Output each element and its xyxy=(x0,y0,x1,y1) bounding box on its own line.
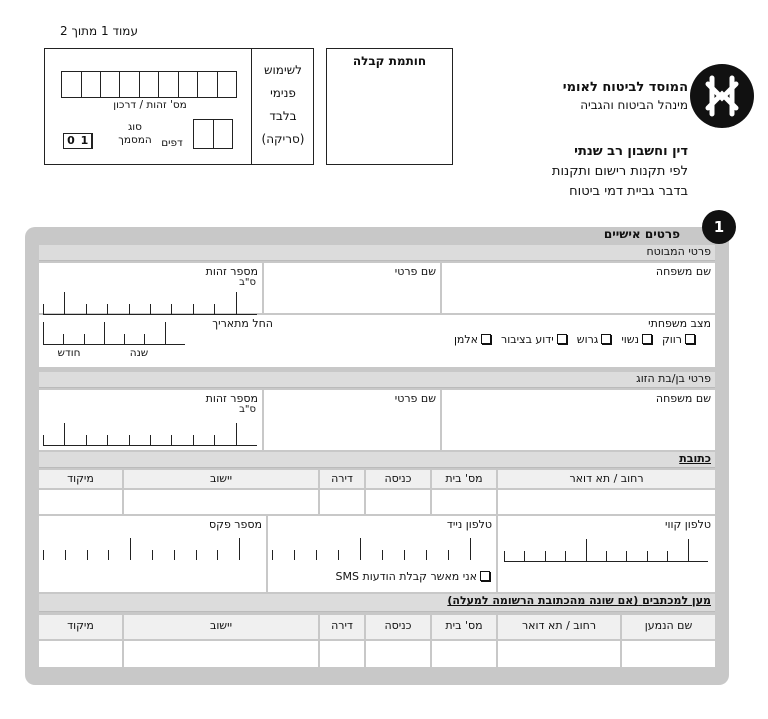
mail-house-input[interactable] xyxy=(432,641,496,667)
marital-divorced[interactable]: גרוש xyxy=(577,333,612,346)
insured-marital-row: מצב משפחתי רווק נשוי גרוש ידוע בציבור אלמן החל מתאריך חודש שנה xyxy=(39,315,715,367)
spouse-last-name-field[interactable]: שם משפחה xyxy=(442,390,715,450)
address-apartment-input[interactable] xyxy=(320,490,364,514)
marital-widowed[interactable]: אלמן xyxy=(454,333,491,346)
from-date-field[interactable] xyxy=(43,321,185,345)
address-strip: כתובת xyxy=(39,452,715,468)
insured-last-name-field[interactable]: שם משפחה xyxy=(442,263,715,313)
sms-consent-checkbox[interactable]: אני מאשר קבלת הודעות SMS xyxy=(336,570,490,583)
marital-common-law[interactable]: ידוע בציבור xyxy=(501,333,567,346)
pages-label: דפים xyxy=(161,137,183,149)
spouse-first-name-field[interactable]: שם פרטי xyxy=(264,390,440,450)
mail-street-input[interactable] xyxy=(498,641,620,667)
internal-use-text: לשימוש פנימי בלבד (סריקה) xyxy=(261,63,305,146)
org-sub: מינהל הביטוח והגביה xyxy=(580,98,688,112)
fax-field[interactable]: מספר פקס xyxy=(39,516,266,592)
org-name-block xyxy=(563,80,688,112)
receipt-stamp-title: חותמת קבלה xyxy=(352,54,427,68)
insured-strip: פרטי המבוטח xyxy=(39,245,715,261)
address-zip-header: מיקוד xyxy=(39,470,122,488)
internal-use-box xyxy=(44,48,314,165)
receipt-stamp-box xyxy=(326,48,453,165)
mail-apartment-header: דירה xyxy=(320,615,364,639)
doc-type-label: סוג המסמך xyxy=(118,121,152,146)
section-number-badge: 1 xyxy=(702,210,736,244)
mail-street-header: רחוב / תא דואר xyxy=(498,615,620,639)
insured-first-name-field[interactable]: שם פרטי xyxy=(264,263,440,313)
scan-id-comb xyxy=(61,71,237,98)
mail-city-header: יישוב xyxy=(124,615,318,639)
mail-addressee-input[interactable] xyxy=(622,641,715,667)
address-entrance-header: כניסה xyxy=(366,470,430,488)
landline-field[interactable]: טלפון קווי xyxy=(498,516,715,592)
address-apartment-header: דירה xyxy=(320,470,364,488)
pages-comb xyxy=(193,119,233,149)
mail-apartment-input[interactable] xyxy=(320,641,364,667)
mail-zip-input[interactable] xyxy=(39,641,122,667)
document-title: דין וחשבון רב שנתי לפי תקנות רישום ותקנות בדבר גביית דמי ביטוח xyxy=(551,144,688,199)
page-number: עמוד 1 מתוך 2 xyxy=(60,24,138,38)
mobile-field[interactable]: טלפון נייד אני מאשר קבלת הודעות SMS xyxy=(268,516,496,592)
mail-house-header: מס' בית xyxy=(432,615,496,639)
address-entrance-input[interactable] xyxy=(366,490,430,514)
spouse-id-field[interactable]: מספר זהות ס"ב xyxy=(39,390,262,450)
address-street-input[interactable] xyxy=(498,490,715,514)
address-zip-input[interactable] xyxy=(39,490,122,514)
address-street-header: רחוב / תא דואר xyxy=(498,470,715,488)
address-city-header: יישוב xyxy=(124,470,318,488)
mail-addressee-header: שם הנמען xyxy=(622,615,715,639)
org-logo xyxy=(690,64,754,128)
mail-zip-header: מיקוד xyxy=(39,615,122,639)
scan-id-label: מס' זהות / דרכון xyxy=(113,99,187,111)
org-name: המוסד לביטוח לאומי xyxy=(562,80,688,95)
mail-entrance-input[interactable] xyxy=(366,641,430,667)
marital-single[interactable]: רווק xyxy=(662,333,695,346)
section-title: פרטים אישיים xyxy=(603,227,680,241)
marital-married[interactable]: נשוי xyxy=(621,333,652,346)
address-city-input[interactable] xyxy=(124,490,318,514)
from-date-label: החל מתאריך xyxy=(212,317,273,330)
mail-address-strip: מען למכתבים (אם שונה מהכתובת הרשומה למעלה) xyxy=(39,594,715,612)
insured-id-field[interactable]: מספר זהות ס"ב xyxy=(39,263,262,313)
address-house-input[interactable] xyxy=(432,490,496,514)
mail-city-input[interactable] xyxy=(124,641,318,667)
spouse-strip: פרטי בן/בת הזוג xyxy=(39,372,715,388)
address-house-header: מס' בית xyxy=(432,470,496,488)
mail-entrance-header: כניסה xyxy=(366,615,430,639)
doc-type-digits: 0 1 xyxy=(63,133,93,149)
